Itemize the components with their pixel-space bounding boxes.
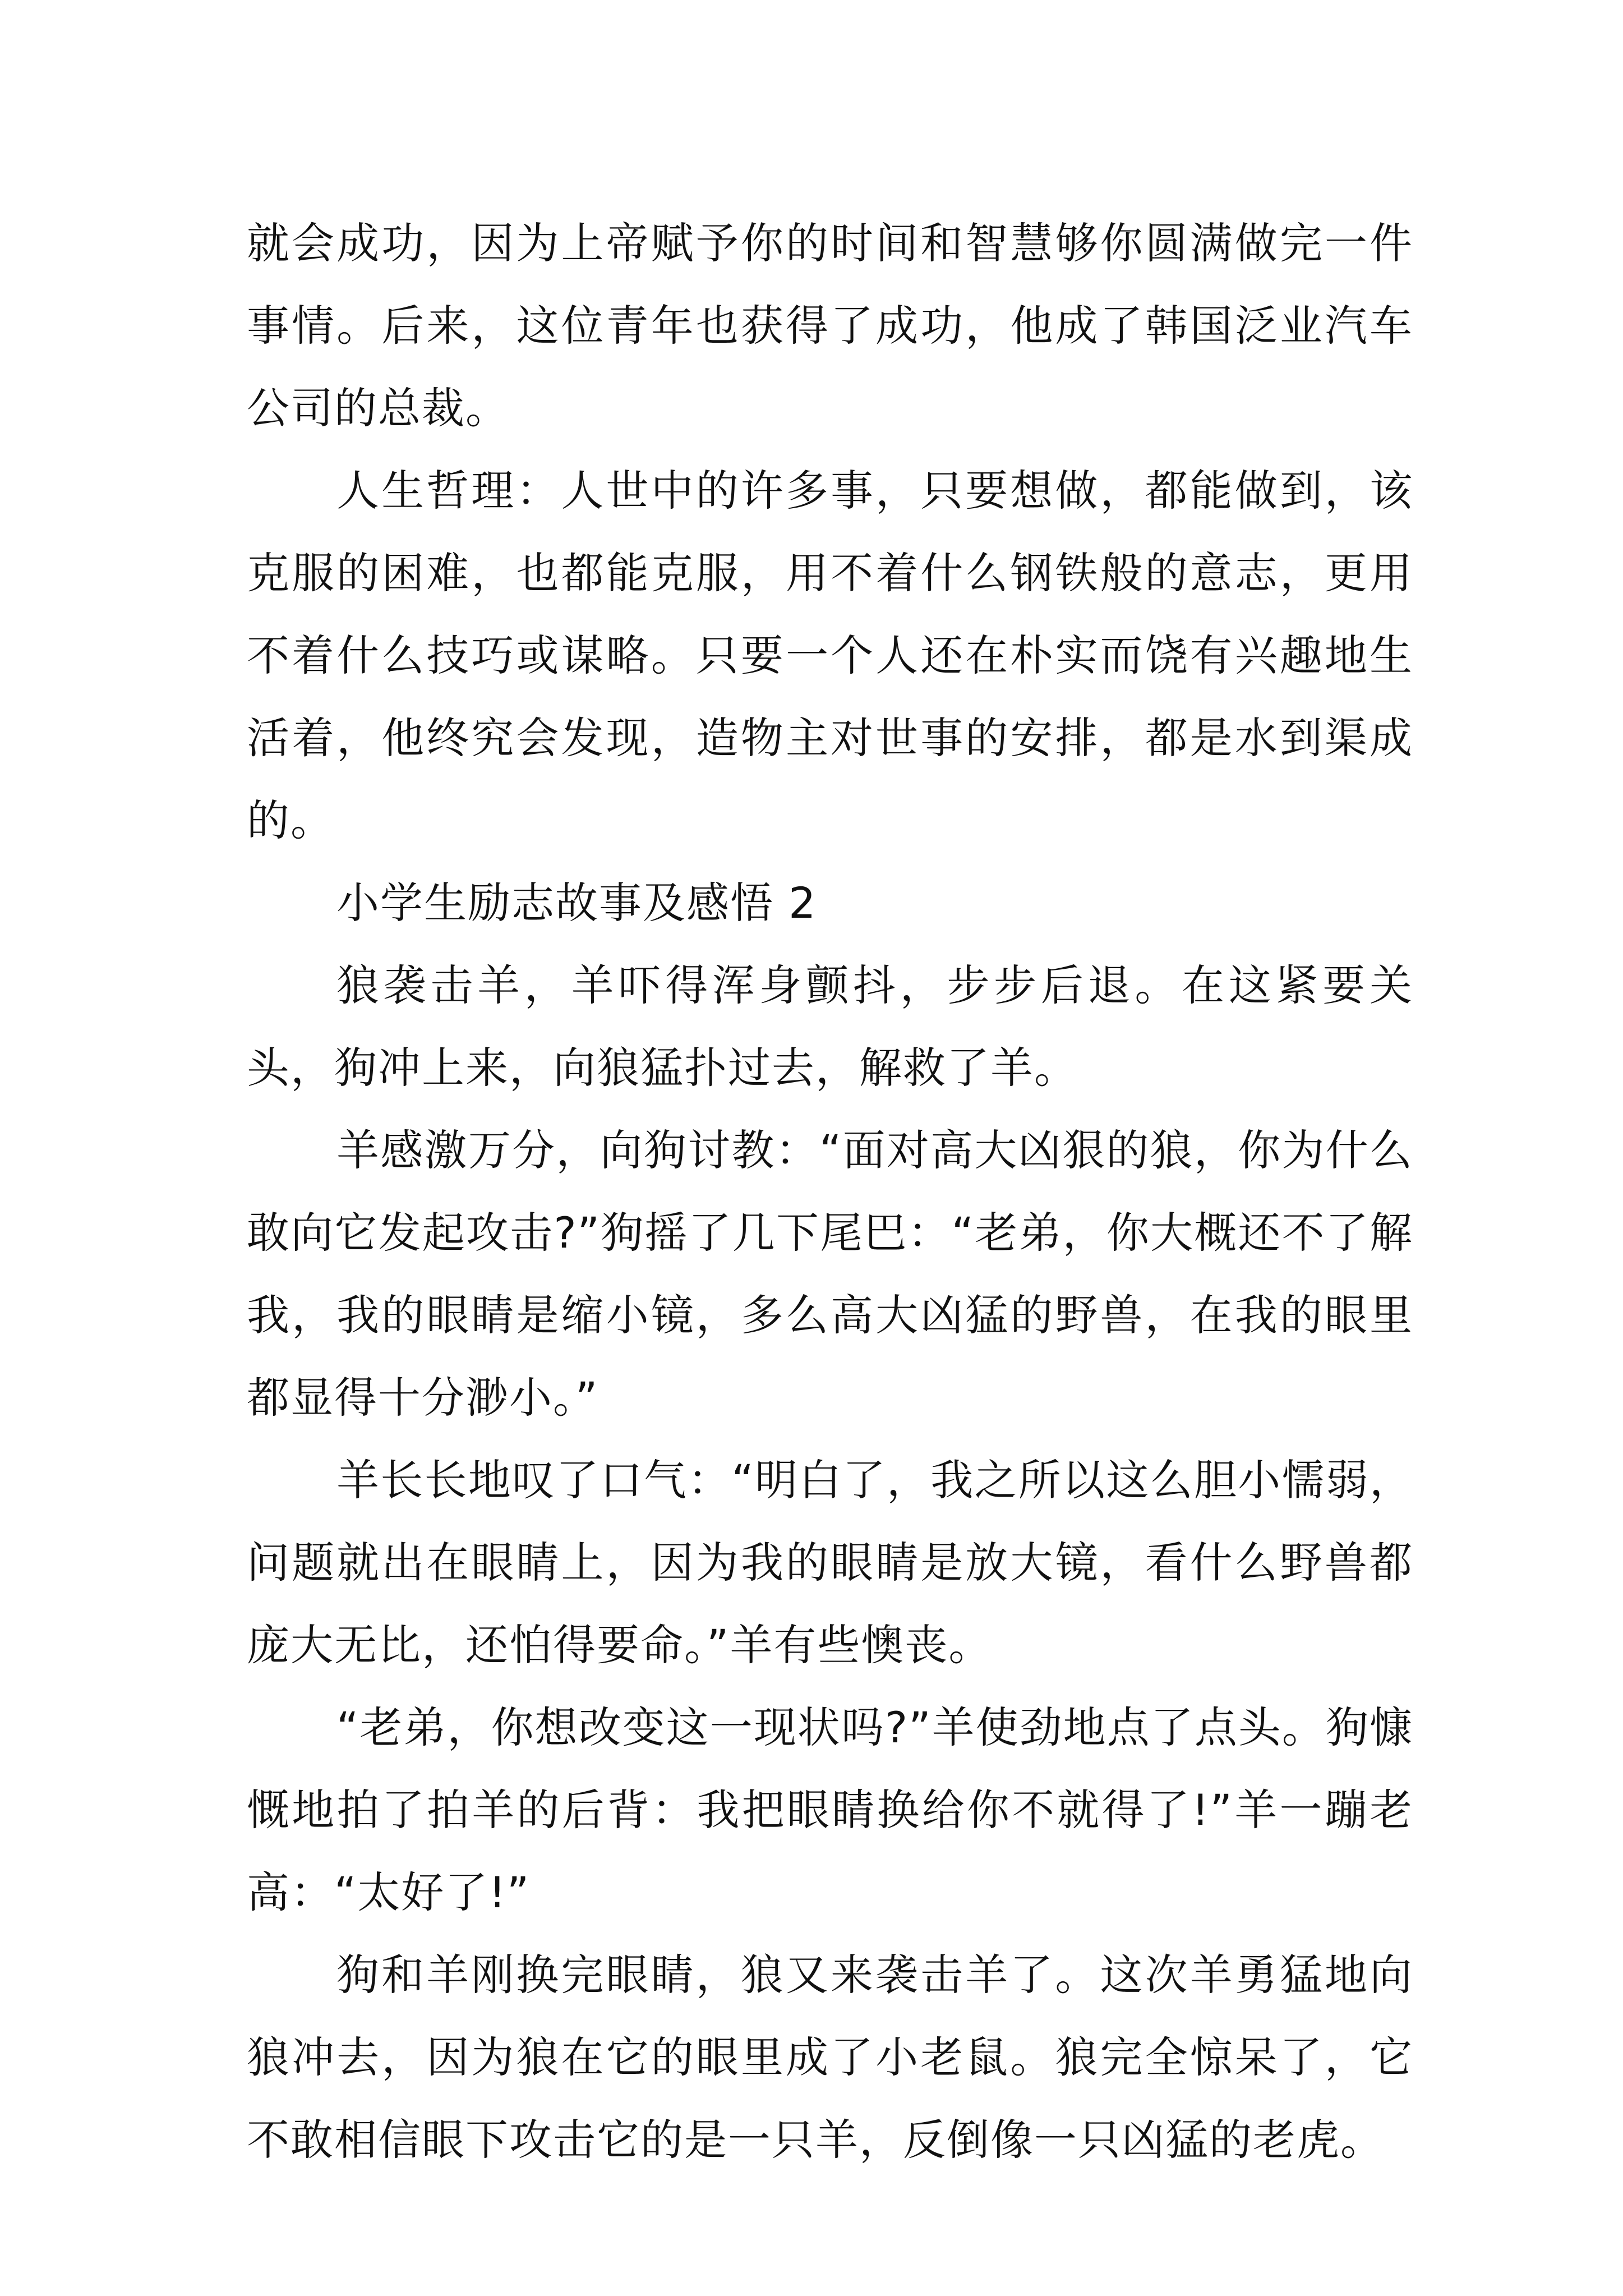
paragraph-1: 就会成功，因为上帝赋予你的时间和智慧够你圆满做完一件事情。后来，这位青年也获得了成功，他成了韩国泛业汽车公司的总裁。 [247, 218, 1413, 433]
paragraph-5: 羊长长地叹了口气：“明白了，我之所以这么胆小懦弱，问题就出在眼睛上，因为我的眼睛是放大镜，看什么野兽都庞大无比，还怕得要命。”羊有些懊丧。 [247, 1455, 1413, 1670]
paragraph-2: 人生哲理：人世中的许多事，只要想做，都能做到，该克服的困难，也都能克服，用不着什么钢铁般的意志，更用不着什么技巧或谋略。只要一个人还在朴实而饶有兴趣地生活着，他终究会发现，造物主对世事的安排，都是水到渠成的。 [247, 466, 1413, 845]
paragraph-4: 羊感激万分，向狗讨教：“面对高大凶狠的狼，你为什么敢向它发起攻击?”狗摇了几下尾巴：“老弟，你大概还不了解我，我的眼睛是缩小镜，多么高大凶猛的野兽，在我的眼里都显得十分渺小。” [247, 1125, 1413, 1423]
section-heading: 小学生励志故事及感悟 2 [336, 878, 817, 928]
paragraph-3: 狼袭击羊，羊吓得浑身颤抖，步步后退。在这紧要关头，狗冲上来，向狼猛扑过去，解救了羊。 [247, 960, 1413, 1093]
paragraph-6: “老弟，你想改变这一现状吗?”羊使劲地点了点头。狗慷慨地拍了拍羊的后背：我把眼睛换给你不就得了!”羊一蹦老高：“太好了!” [247, 1703, 1413, 1917]
body-text [247, 202, 1413, 2181]
paragraph-7: 狗和羊刚换完眼睛，狼又来袭击羊了。这次羊勇猛地向狼冲去，因为狼在它的眼里成了小老鼠。狼完全惊呆了，它不敢相信眼下攻击它的是一只羊，反倒像一只凶猛的老虎。 [247, 1950, 1413, 2165]
